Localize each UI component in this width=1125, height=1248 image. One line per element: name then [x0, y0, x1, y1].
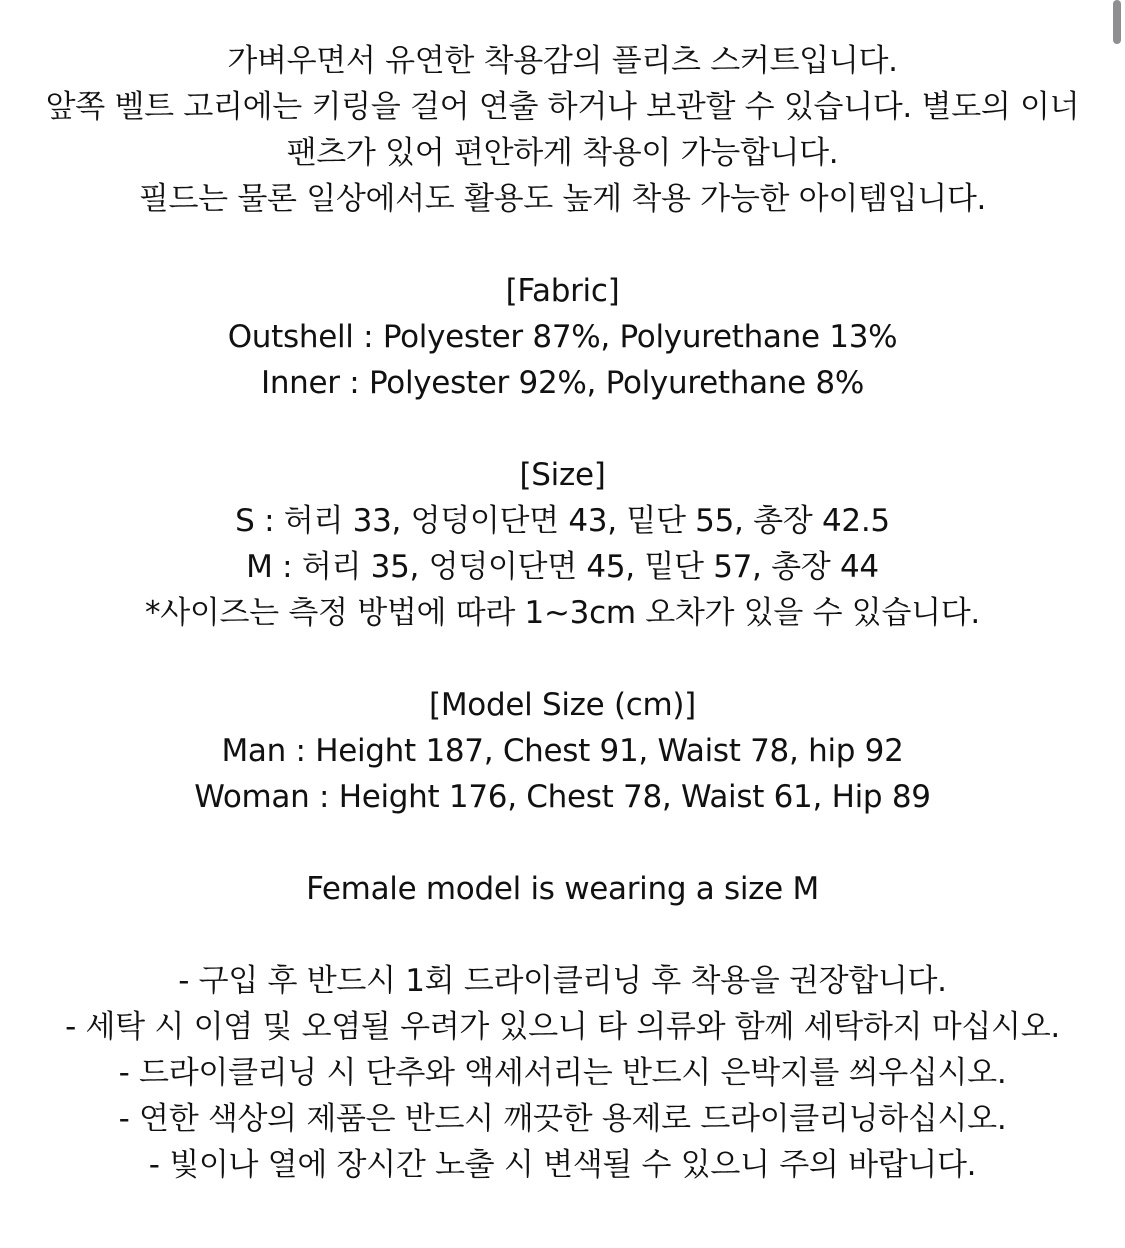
spacer: [0, 222, 1125, 268]
size-section: [0, 452, 1125, 636]
model-note-section: [0, 866, 1125, 912]
fabric-line: Outshell : Polyester 87%, Polyurethane 13%: [227, 319, 898, 355]
spacer: [0, 406, 1125, 452]
care-line: - 드라이클리닝 시 단추와 액세서리는 반드시 은박지를 씌우십시오.: [118, 1055, 1007, 1091]
description-line: 필드는 물론 일상에서도 활용도 높게 착용 가능한 아이템입니다.: [138, 181, 987, 217]
care-line: - 빛이나 열에 장시간 노출 시 변색될 수 있으니 주의 바랍니다.: [148, 1147, 977, 1183]
description-line: 가벼우면서 유연한 착용감의 플리츠 스커트입니다.: [227, 43, 898, 79]
care-line: - 세탁 시 이염 및 오염될 우려가 있으니 타 의류와 함께 세탁하지 마십시오.: [65, 1009, 1060, 1045]
description-line: 팬츠가 있어 편안하게 착용이 가능합니다.: [286, 135, 839, 171]
size-line: M : 허리 35, 엉덩이단면 45, 밑단 57, 총장 44: [246, 549, 879, 585]
spacer: [0, 820, 1125, 866]
fabric-line: Inner : Polyester 92%, Polyurethane 8%: [260, 365, 865, 401]
model-size-heading: [Model Size (cm)]: [429, 687, 696, 723]
spacer: [0, 636, 1125, 682]
model-note: Female model is wearing a size M: [306, 871, 819, 907]
model-size-line: Woman : Height 176, Chest 78, Waist 61, Hip 89: [194, 779, 931, 815]
size-heading: [Size]: [519, 457, 606, 493]
care-line: - 연한 색상의 제품은 반드시 깨끗한 용제로 드라이클리닝하십시오.: [118, 1101, 1007, 1137]
spacer: [0, 912, 1125, 958]
description-line: 앞쪽 벨트 고리에는 키링을 걸어 연출 하거나 보관할 수 있습니다. 별도의 이너: [45, 89, 1080, 125]
model-size-section: [0, 682, 1125, 820]
product-details: [0, 38, 1125, 1188]
fabric-heading: [Fabric]: [505, 273, 620, 309]
care-line: - 구입 후 반드시 1회 드라이클리닝 후 착용을 권장합니다.: [178, 963, 947, 999]
fabric-section: [0, 268, 1125, 406]
description-section: [0, 38, 1125, 222]
care-section: [0, 958, 1125, 1188]
size-note: *사이즈는 측정 방법에 따라 1~3cm 오차가 있을 수 있습니다.: [145, 595, 980, 631]
size-line: S : 허리 33, 엉덩이단면 43, 밑단 55, 총장 42.5: [235, 503, 890, 539]
model-size-line: Man : Height 187, Chest 91, Waist 78, hip 92: [221, 733, 904, 769]
